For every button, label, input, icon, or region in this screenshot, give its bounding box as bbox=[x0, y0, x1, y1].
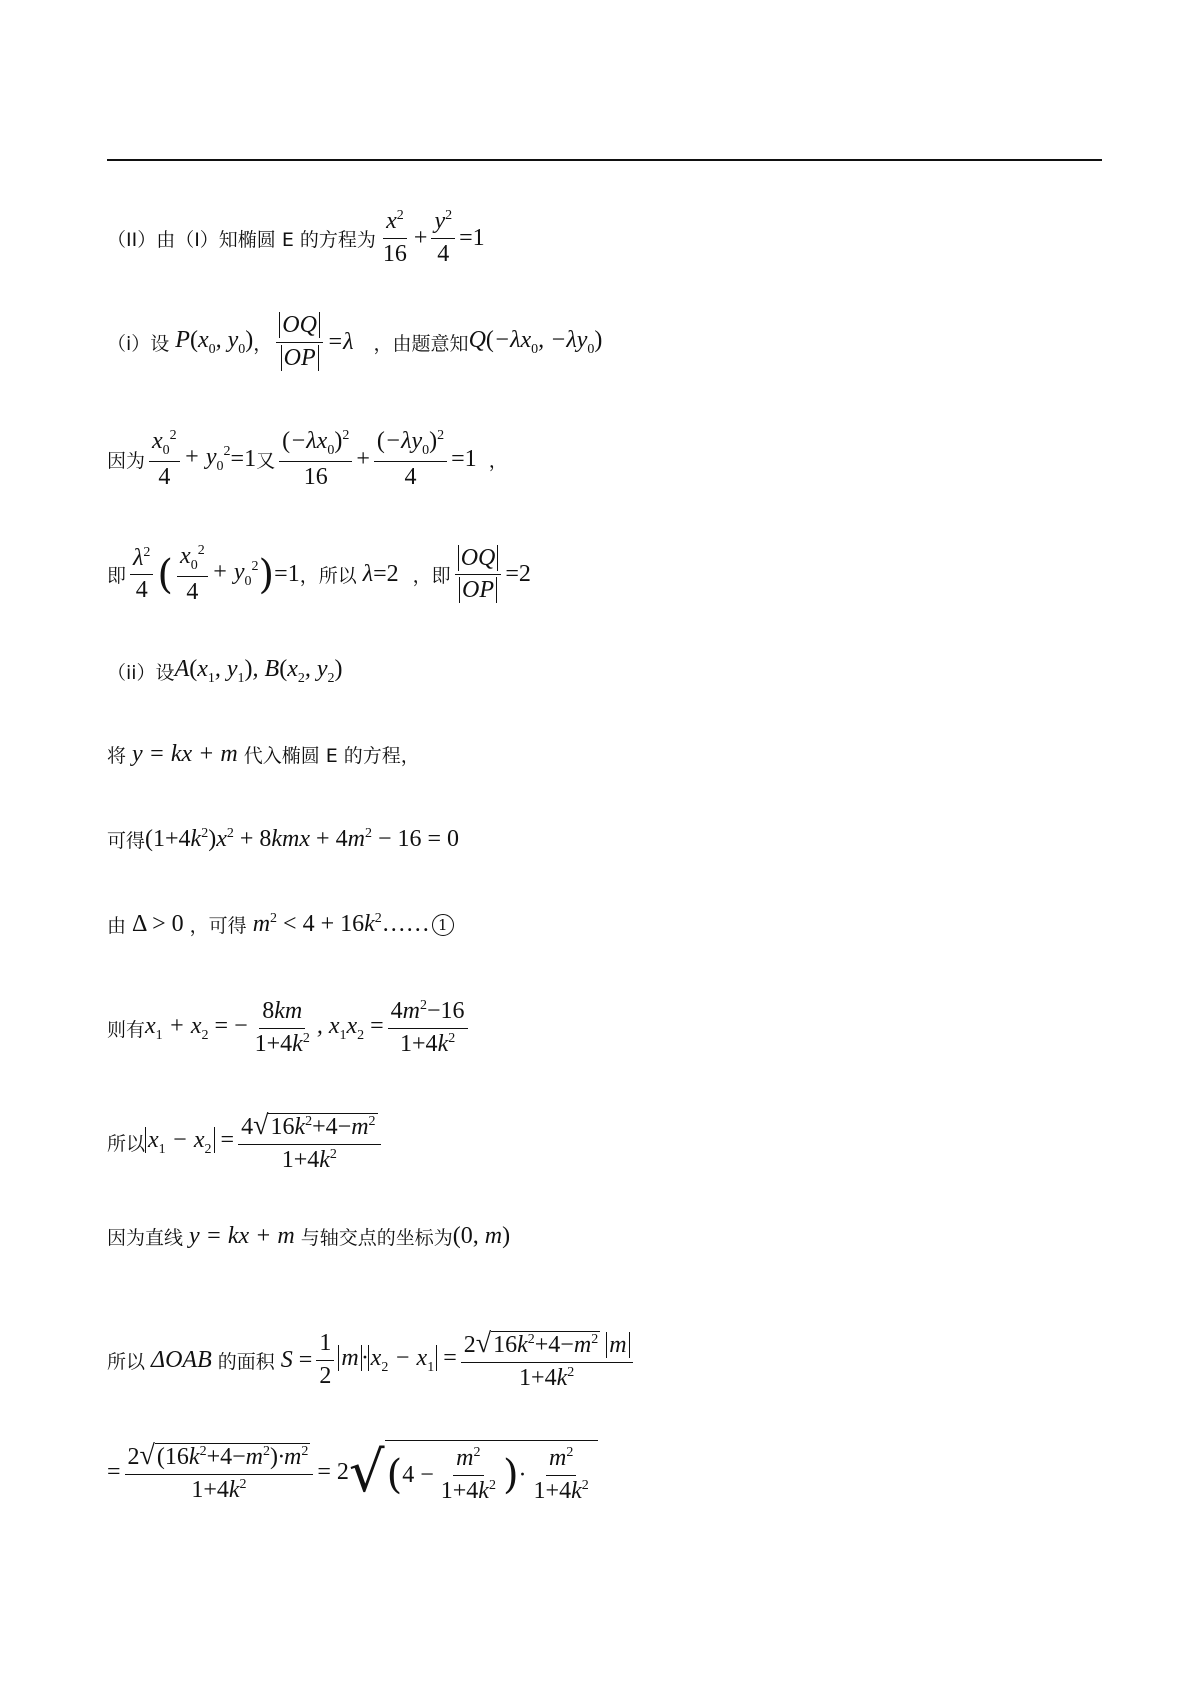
fraction: $\frac{m^2}{1+4k^2}$ bbox=[440, 1445, 496, 1504]
text: 代入椭圆 E 的方程， bbox=[243, 745, 420, 767]
text: 与轴交点的坐标为 bbox=[300, 1227, 453, 1249]
fraction: $\frac{y^2}{4}$ bbox=[431, 208, 455, 268]
fraction: $\frac{x^2}{16}$ bbox=[382, 208, 407, 267]
line-set-AB: （ii）设 $A(x_1$, $y_1$), $B(x_2$, $y_2$) bbox=[107, 656, 343, 686]
line-because: 因为 $\frac{x_0^2}{4}$ + $y_0^2$ =1 又 $\frac{(-\lambda x_0)^2}{16}$ + $\frac{(-\lambda y_0)^2}{4}$ =1 ， bbox=[107, 428, 508, 490]
fraction: $\frac{2√16k^2+4-m^2 m}{1+4k^2}$ bbox=[461, 1328, 633, 1393]
fraction: $\frac{8km}{1+4k^2}$ bbox=[254, 998, 310, 1057]
fraction: $\frac{2√(16k^2+4-m^2)\cdot m^2}{1+4k^2}$ bbox=[125, 1440, 314, 1505]
line-ellipse-equation: （II）由（I）知椭圆 E 的方程为 $\frac{x^2}{16}$ + $\frac{y^2}{4}$ =1 bbox=[107, 208, 485, 267]
line-area: 所以 ΔOAB 的面积 S = $\frac{1}{2}$ $m \cdot x_2 - x_1$ = $\frac{2√16k^2+4-m^2 m}{1+4k^2}$ bbox=[107, 1328, 637, 1393]
text: ，所以 bbox=[299, 565, 357, 588]
text: 将 bbox=[107, 745, 127, 767]
line-quadratic: 可得 $(1+4k^2)x^2 + 8kmx + 4m^2 - 16 = 0$ bbox=[107, 826, 460, 852]
fraction: $\frac{OQ}{OP}$ bbox=[276, 312, 323, 372]
text: 即 bbox=[107, 565, 127, 588]
circled-number: 1 bbox=[432, 914, 454, 936]
text: （II）由（I）知椭圆 E 的方程为 bbox=[107, 228, 376, 251]
text: ，可得 bbox=[189, 915, 247, 937]
text: ，由题意知 bbox=[373, 332, 469, 355]
fraction: $\frac{4√16k^2+4-m^2}{1+4k^2}$ bbox=[238, 1110, 380, 1175]
line-lambda: 即 $\frac{\lambda^2}{4}$ ( $\frac{x_0^2}{4}$ + $y_0^2$ ) =1 ，所以 λ =2 ，即 $\frac{OQ}{OP}$ =2 bbox=[107, 543, 531, 605]
text: 又 bbox=[256, 450, 276, 473]
text: （ii）设 bbox=[107, 661, 175, 684]
fraction: $\frac{m^2}{1+4k^2}$ bbox=[533, 1445, 589, 1504]
text: 因为 bbox=[107, 450, 146, 473]
header-rule bbox=[107, 159, 1102, 161]
text: 则有 bbox=[107, 1018, 146, 1041]
fraction: $\frac{x_0^2}{4}$ bbox=[149, 428, 180, 491]
fraction: $\frac{x_0^2}{4}$ bbox=[177, 543, 208, 606]
text: 可得 bbox=[107, 830, 146, 852]
text: 的面积 bbox=[217, 1350, 275, 1373]
fraction: $\frac{(-\lambda x_0)^2}{16}$ bbox=[279, 428, 352, 491]
line-area-rewrite: = $\frac{2√(16k^2+4-m^2)\cdot m^2}{1+4k^2}$ = 2 √ ( 4 − $\frac{m^2}{1+4k^2}$ ) · $\frac{m^2}{1+4k^2}$ bbox=[107, 1440, 598, 1505]
fraction: $\frac{1}{2}$ bbox=[316, 1330, 334, 1390]
fraction: $\frac{OQ}{OP}$ bbox=[455, 545, 502, 605]
fraction: $\frac{4m^2-16}{1+4k^2}$ bbox=[388, 998, 468, 1058]
line-discriminant: 由 Δ > 0 ，可得 $m^2 < 4 + 16k^2$ …… 1 bbox=[107, 911, 454, 938]
line-vieta: 则有 $x_1 + x_2$ = − $\frac{8km}{1+4k^2}$ , $x_1x_2$ = $\frac{4m^2-16}{1+4k^2}$ bbox=[107, 998, 472, 1058]
text: 所以 bbox=[107, 1350, 146, 1373]
text: 因为直线 bbox=[107, 1227, 184, 1249]
text: 所以 bbox=[107, 1132, 146, 1155]
fraction: $\frac{\lambda^2}{4}$ bbox=[130, 545, 153, 605]
line-set-P: （i）设 $P(x_0$, $y_0$) ， $\frac{OQ}{OP}$ =λ ，由题意知 $Q(-\lambda x_0$, $-\lambda y_0$) bbox=[107, 312, 603, 371]
fraction: $\frac{(-\lambda y_0)^2}{4}$ bbox=[374, 428, 447, 491]
line-substitute: 将 y = kx + m 代入椭圆 E 的方程， bbox=[107, 741, 420, 767]
line-intercept: 因为直线 y = kx + m 与轴交点的坐标为 (0, m) bbox=[107, 1223, 511, 1249]
line-abs-diff: 所以 $x_1 - x_2$ = $\frac{4√16k^2+4-m^2}{1+4k^2}$ bbox=[107, 1110, 385, 1175]
text: （i）设 bbox=[107, 332, 170, 355]
text: ，即 bbox=[412, 565, 451, 588]
text: 由 bbox=[107, 915, 127, 937]
